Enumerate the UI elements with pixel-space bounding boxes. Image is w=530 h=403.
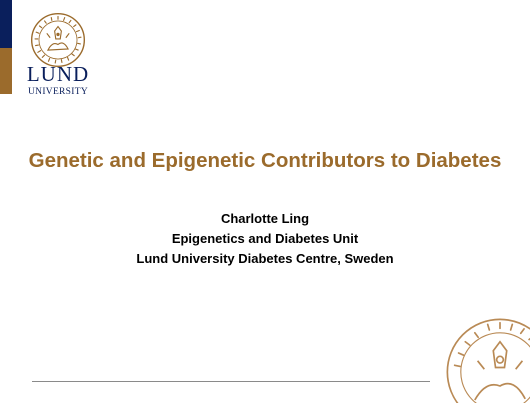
accent-bar-navy	[0, 0, 12, 48]
logo-name-university: UNIVERSITY	[28, 87, 88, 97]
footer-divider	[32, 381, 430, 382]
university-seal-watermark-icon	[444, 316, 530, 403]
logo-name-lund: LUND	[26, 62, 90, 86]
accent-bar-bronze	[0, 48, 12, 94]
university-seal-icon	[30, 12, 86, 68]
author-block	[0, 209, 530, 269]
author-centre: Lund University Diabetes Centre, Sweden	[136, 251, 394, 266]
author-name: Charlotte Ling	[220, 211, 310, 226]
university-logo-wordmark	[25, 64, 91, 98]
author-unit: Epigenetics and Diabetes Unit	[171, 231, 359, 246]
slide-title: Genetic and Epigenetic Contributors to Diabetes	[28, 149, 502, 172]
